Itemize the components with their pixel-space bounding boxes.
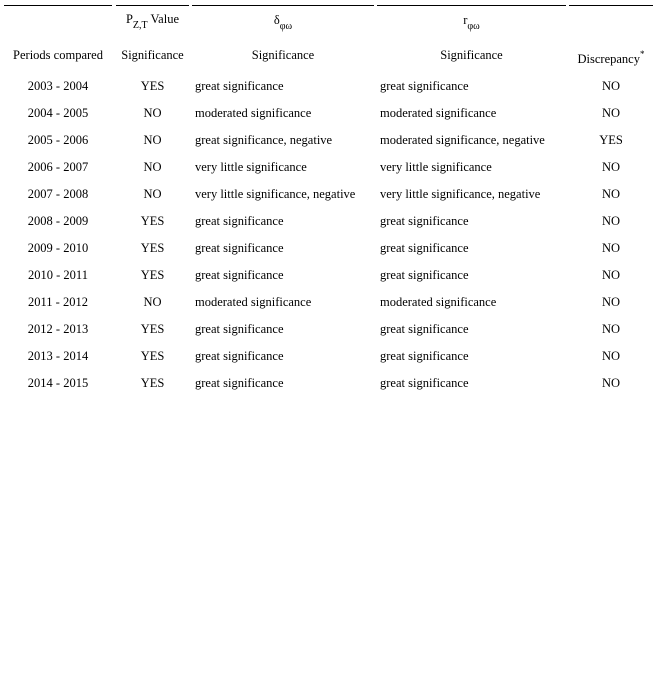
top-rule-col5 (569, 5, 653, 6)
delta-cell: great significance (195, 79, 284, 93)
discrepancy-cell: NO (601, 295, 621, 309)
period-cell: 2014 - 2015 (27, 376, 89, 390)
header-discrepancy: Discrepancy* (577, 49, 645, 66)
header-delta: $\delta_{\varphi\omega}$ (273, 13, 293, 32)
discrepancy-cell: YES (599, 133, 623, 147)
discrepancy-cell: NO (601, 322, 621, 336)
discrepancy-cell: NO (601, 160, 621, 174)
p-value-cell: NO (143, 133, 162, 147)
discrepancy-cell: NO (601, 79, 621, 93)
period-cell: 2003 - 2004 (27, 79, 89, 93)
p-value-cell: YES (140, 79, 165, 93)
r-cell: great significance (380, 349, 469, 363)
r-cell: very little significance (380, 160, 492, 174)
r-cell: great significance (380, 268, 469, 282)
period-cell: 2006 - 2007 (27, 160, 89, 174)
top-rule-col1 (4, 5, 112, 6)
header-significance-delta: Significance (251, 48, 315, 62)
delta-cell: very little significance (195, 160, 307, 174)
delta-cell: great significance (195, 322, 284, 336)
discrepancy-cell: NO (601, 241, 621, 255)
delta-cell: moderated significance (195, 295, 312, 309)
period-cell: 2004 - 2005 (27, 106, 89, 120)
discrepancy-cell: NO (601, 187, 621, 201)
period-cell: 2013 - 2014 (27, 349, 89, 363)
period-cell: 2010 - 2011 (28, 268, 88, 282)
period-cell: 2012 - 2013 (27, 322, 89, 336)
r-cell: moderated significance (380, 295, 497, 309)
discrepancy-cell: NO (601, 349, 621, 363)
discrepancy-cell: NO (601, 214, 621, 228)
period-cell: 2011 - 2012 (28, 295, 88, 309)
period-cell: 2008 - 2009 (27, 214, 89, 228)
delta-cell: moderated significance (195, 106, 312, 120)
top-rule-col2 (116, 5, 189, 6)
period-cell: 2005 - 2006 (27, 133, 89, 147)
period-cell: 2007 - 2008 (27, 187, 89, 201)
delta-cell: great significance (195, 214, 284, 228)
p-value-cell: NO (143, 187, 162, 201)
delta-cell: great significance (195, 376, 284, 390)
delta-cell: very little significance, negative (195, 187, 356, 201)
header-significance-r: Significance (440, 48, 503, 62)
delta-cell: great significance (195, 268, 284, 282)
r-cell: great significance (380, 241, 469, 255)
delta-cell: great significance (195, 241, 284, 255)
top-rule-col4 (377, 5, 566, 6)
p-value-cell: YES (140, 349, 165, 363)
p-value-cell: YES (140, 214, 165, 228)
r-cell: moderated significance, negative (380, 133, 545, 147)
header-significance-p: Significance (121, 48, 184, 62)
discrepancy-cell: NO (601, 106, 621, 120)
r-cell: moderated significance (380, 106, 497, 120)
delta-cell: great significance, negative (195, 133, 333, 147)
r-cell: great significance (380, 79, 469, 93)
header-p-value: $P_{Z,T}$ Value (125, 12, 180, 31)
p-value-cell: YES (140, 268, 165, 282)
period-cell: 2009 - 2010 (27, 241, 89, 255)
p-value-cell: YES (140, 322, 165, 336)
top-rule-col3 (192, 5, 374, 6)
p-value-cell: YES (140, 376, 165, 390)
r-cell: great significance (380, 322, 469, 336)
discrepancy-cell: NO (601, 376, 621, 390)
discrepancy-cell: NO (601, 268, 621, 282)
delta-cell: great significance (195, 349, 284, 363)
p-value-cell: NO (143, 160, 162, 174)
p-value-cell: NO (143, 295, 162, 309)
r-cell: great significance (380, 376, 469, 390)
r-cell: very little significance, negative (380, 187, 541, 201)
header-r: $r_{\varphi\omega}$ (463, 13, 480, 32)
r-cell: great significance (380, 214, 469, 228)
header-periods-compared: Periods compared (13, 48, 103, 62)
p-value-cell: NO (143, 106, 162, 120)
p-value-cell: YES (140, 241, 165, 255)
